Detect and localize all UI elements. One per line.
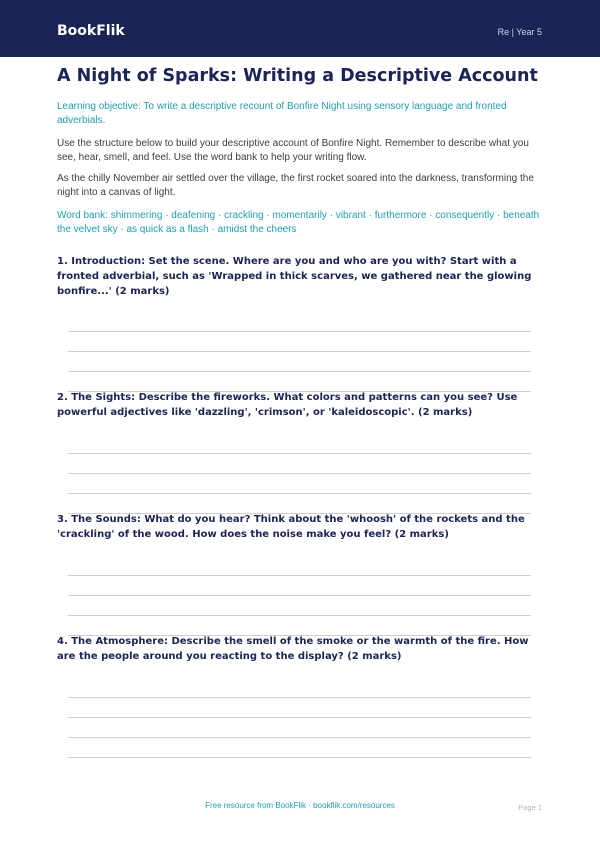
answer-line[interactable] — [68, 493, 531, 494]
learning-objective: Learning objective: To write a descriptive recount of Bonfire Night using sensory language and fronted adverbials. — [57, 101, 507, 126]
answer-line[interactable] — [68, 697, 531, 698]
answer-line[interactable] — [68, 473, 531, 474]
answer-line[interactable] — [68, 737, 531, 738]
page-title: A Night of Sparks: Writing a Descriptive Account — [57, 66, 538, 86]
footer-resource-link[interactable]: Free resource from BookFlik · bookflik.com/resources — [205, 801, 395, 810]
question-4: 4. The Atmosphere: Describe the smell of the smoke or the warmth of the fire. How are the people around you reacting to the display? (2 marks) — [57, 636, 529, 662]
header-bar — [0, 0, 600, 57]
answer-line[interactable] — [68, 575, 531, 576]
answer-line[interactable] — [68, 615, 531, 616]
class-year-label: Re | Year 5 — [497, 27, 542, 37]
answer-line[interactable] — [68, 717, 531, 718]
answer-line[interactable] — [68, 453, 531, 454]
brand-logo-text: BookFlik — [57, 23, 125, 39]
word-bank: Word bank: shimmering · deafening · crackling · momentarily · vibrant · furthermore · consequently · beneath the velvet sky · as quick as a flash · amidst the cheers — [57, 210, 540, 235]
page-number: Page 1 — [518, 803, 542, 812]
question-1: 1. Introduction: Set the scene. Where are you and who are you with? Start with a fronted adverbial, such as 'Wrapped in thick scarves, we gathered near the glowing bonfire...' (2 marks) — [57, 256, 532, 297]
question-3: 3. The Sounds: What do you hear? Think about the 'whoosh' of the rockets and the 'crackling' of the wood. How does the noise make you feel? (2 marks) — [57, 514, 525, 540]
question-2: 2. The Sights: Describe the fireworks. What colors and patterns can you see? Use powerful adjectives like 'dazzling', 'crimson', or 'kaleidoscopic'. (2 marks) — [57, 392, 518, 418]
answer-line[interactable] — [68, 351, 531, 352]
answer-line[interactable] — [68, 595, 531, 596]
answer-line[interactable] — [68, 757, 531, 758]
answer-line[interactable] — [68, 331, 531, 332]
opening-sentence: As the chilly November air settled over the village, the first rocket soared into the darkness, transforming the night into a canvas of light. — [57, 173, 534, 198]
answer-line[interactable] — [68, 371, 531, 372]
instructions-paragraph: Use the structure below to build your descriptive account of Bonfire Night. Remember to describe what you see, hear, smell, and feel. Use the word bank to help your writing flow. — [57, 138, 529, 163]
